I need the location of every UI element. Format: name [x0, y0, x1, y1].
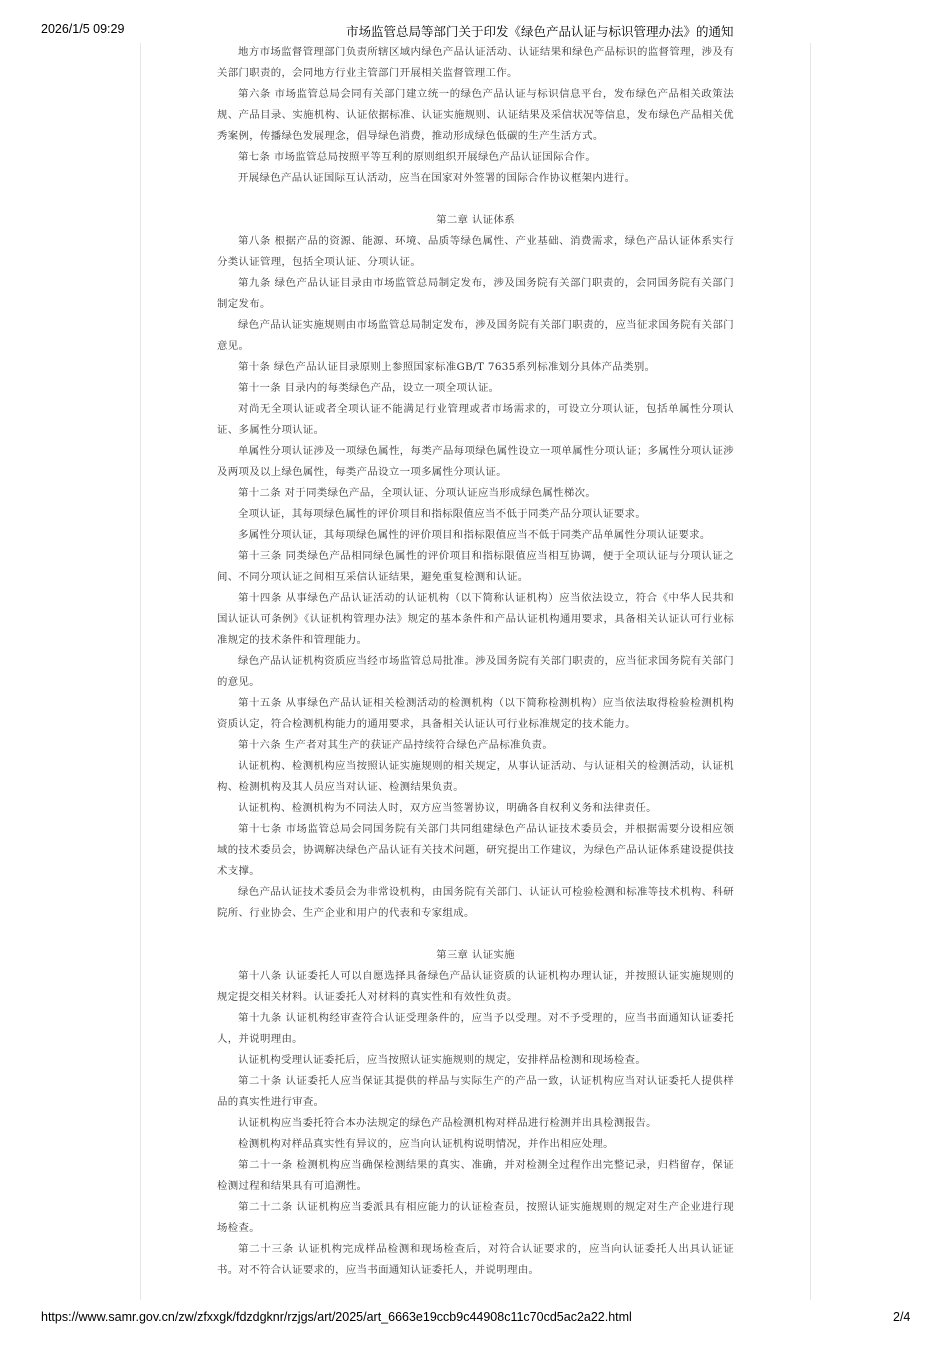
article-20: 第二十条 认证委托人应当保证其提供的样品与实际生产的产品一致，认证机构应当对认证委托人提供样品的真实性进行审查。	[217, 1075, 734, 1108]
article-6: 第六条 市场监管总局会同有关部门建立统一的绿色产品认证与标识信息平台，发布绿色产品相关政策法规、产品目录、实施机构、认证依据标准、认证实施规则、认证结果及采信状况等信息，发布绿色产品相关优秀案例，传播绿色发展理念，倡导绿色消费，推动形成绿色低碳的生产生活方式。	[217, 88, 734, 142]
article-11: 第十一条 目录内的每类绿色产品，设立一项全项认证。	[238, 382, 500, 394]
chapter-heading: 第二章 认证体系	[436, 214, 515, 226]
paragraph: 开展绿色产品认证国际互认活动，应当在国家对外签署的国际合作协议框架内进行。	[238, 172, 636, 184]
paragraph: 绿色产品认证技术委员会为非常设机构，由国务院有关部门、认证认可检验检测和标准等技术机构、科研院所、行业协会、生产企业和用户的代表和专家组成。	[217, 886, 734, 919]
paragraph: 全项认证，其每项绿色属性的评价项目和指标限值应当不低于同类产品分项认证要求。	[238, 508, 647, 520]
left-border-line	[140, 43, 141, 1300]
article-12: 第十二条 对于同类绿色产品，全项认证、分项认证应当形成绿色属性梯次。	[238, 487, 597, 499]
paragraph: 对尚无全项认证或者全项认证不能满足行业管理或者市场需求的，可设立分项认证，包括单属性分项认证、多属性分项认证。	[217, 403, 734, 436]
article-23: 第二十三条 认证机构完成样品检测和现场检查后，对符合认证要求的，应当向认证委托人出具认证证书。对不符合认证要求的，应当书面通知认证委托人，并说明理由。	[217, 1243, 734, 1276]
chapter-heading: 第三章 认证实施	[436, 949, 515, 961]
article-19: 第十九条 认证机构经审查符合认证受理条件的，应当予以受理。对不予受理的，应当书面通知认证委托人，并说明理由。	[217, 1012, 734, 1045]
print-datetime: 2026/1/5 09:29	[41, 22, 125, 36]
article-13: 第十三条 同类绿色产品相同绿色属性的评价项目和指标限值应当相互协调，便于全项认证与分项认证之间、不同分项认证之间相互采信认证结果，避免重复检测和认证。	[217, 550, 734, 583]
print-footer	[0, 1310, 950, 1328]
print-header	[0, 22, 950, 40]
article-22: 第二十二条 认证机构应当委派具有相应能力的认证检查员，按照认证实施规则的规定对生产企业进行现场检查。	[217, 1201, 734, 1234]
paragraph: 单属性分项认证涉及一项绿色属性，每类产品每项绿色属性设立一项单属性分项认证；多属性分项认证涉及两项及以上绿色属性，每类产品设立一项多属性分项认证。	[217, 445, 734, 478]
article-10: 第十条 绿色产品认证目录原则上参照国家标准GB/T 7635系列标准划分具体产品类别。	[238, 361, 656, 373]
article-9: 第九条 绿色产品认证目录由市场监管总局制定发布，涉及国务院有关部门职责的，会同国务院有关部门制定发布。	[217, 277, 734, 310]
paragraph: 检测机构对样品真实性有异议的，应当向认证机构说明情况，并作出相应处理。	[238, 1138, 614, 1150]
article-14: 第十四条 从事绿色产品认证活动的认证机构（以下简称认证机构）应当依法设立，符合《中华人民共和国认证认可条例》《认证机构管理办法》规定的基本条件和产品认证机构通用要求，具备相关认证认可行业标准规定的技术条件和管理能力。	[217, 592, 734, 646]
article-15: 第十五条 从事绿色产品认证相关检测活动的检测机构（以下简称检测机构）应当依法取得检验检测机构资质认定，符合检测机构能力的通用要求，具备相关认证认可行业标准规定的技术能力。	[217, 697, 734, 730]
paragraph: 绿色产品认证实施规则由市场监管总局制定发布，涉及国务院有关部门职责的，应当征求国务院有关部门意见。	[217, 319, 734, 352]
paragraph: 多属性分项认证，其每项绿色属性的评价项目和指标限值应当不低于同类产品单属性分项认证要求。	[238, 529, 711, 541]
document-body	[217, 42, 734, 1281]
spacer	[217, 189, 734, 210]
paragraph: 认证机构、检测机构应当按照认证实施规则的相关规定，从事认证活动、与认证相关的检测活动，认证机构、检测机构及其人员应当对认证、检测结果负责。	[217, 760, 734, 793]
article-7: 第七条 市场监管总局按照平等互利的原则组织开展绿色产品认证国际合作。	[238, 151, 597, 163]
page-number: 2/4	[893, 1310, 911, 1324]
page-title: 市场监管总局等部门关于印发《绿色产品认证与标识管理办法》的通知	[346, 25, 734, 39]
paragraph: 认证机构应当委托符合本办法规定的绿色产品检测机构对样品进行检测并出具检测报告。	[238, 1117, 657, 1129]
page-url: https://www.samr.gov.cn/zw/zfxxgk/fdzdgknr/rzjgs/art/2025/art_6663e19ccb9c44908c11c70cd5ac2a22.html	[41, 1310, 632, 1324]
article-16: 第十六条 生产者对其生产的获证产品持续符合绿色产品标准负责。	[238, 739, 554, 751]
paragraph: 绿色产品认证机构资质应当经市场监管总局批准。涉及国务院有关部门职责的，应当征求国务院有关部门的意见。	[217, 655, 734, 688]
article-8: 第八条 根据产品的资源、能源、环境、品质等绿色属性、产业基础、消费需求，绿色产品认证体系实行分类认证管理，包括全项认证、分项认证。	[217, 235, 734, 268]
paragraph: 地方市场监督管理部门负责所辖区域内绿色产品认证活动、认证结果和绿色产品标识的监督管理，涉及有关部门职责的，会同地方行业主管部门开展相关监督管理工作。	[217, 46, 734, 79]
article-17: 第十七条 市场监管总局会同国务院有关部门共同组建绿色产品认证技术委员会，并根据需要分设相应领域的技术委员会，协调解决绿色产品认证有关技术问题，研究提出工作建议，为绿色产品认证体系建设提供技术支撑。	[217, 823, 734, 877]
article-18: 第十八条 认证委托人可以自愿选择具备绿色产品认证资质的认证机构办理认证，并按照认证实施规则的规定提交相关材料。认证委托人对材料的真实性和有效性负责。	[217, 970, 734, 1003]
paragraph: 认证机构、检测机构为不同法人时，双方应当签署协议，明确各自权利义务和法律责任。	[238, 802, 657, 814]
spacer	[217, 924, 734, 945]
right-border-line	[810, 43, 811, 1300]
paragraph: 认证机构受理认证委托后，应当按照认证实施规则的规定，安排样品检测和现场检查。	[238, 1054, 647, 1066]
article-21: 第二十一条 检测机构应当确保检测结果的真实、准确，并对检测全过程作出完整记录，归档留存，保证检测过程和结果具有可追溯性。	[217, 1159, 734, 1192]
